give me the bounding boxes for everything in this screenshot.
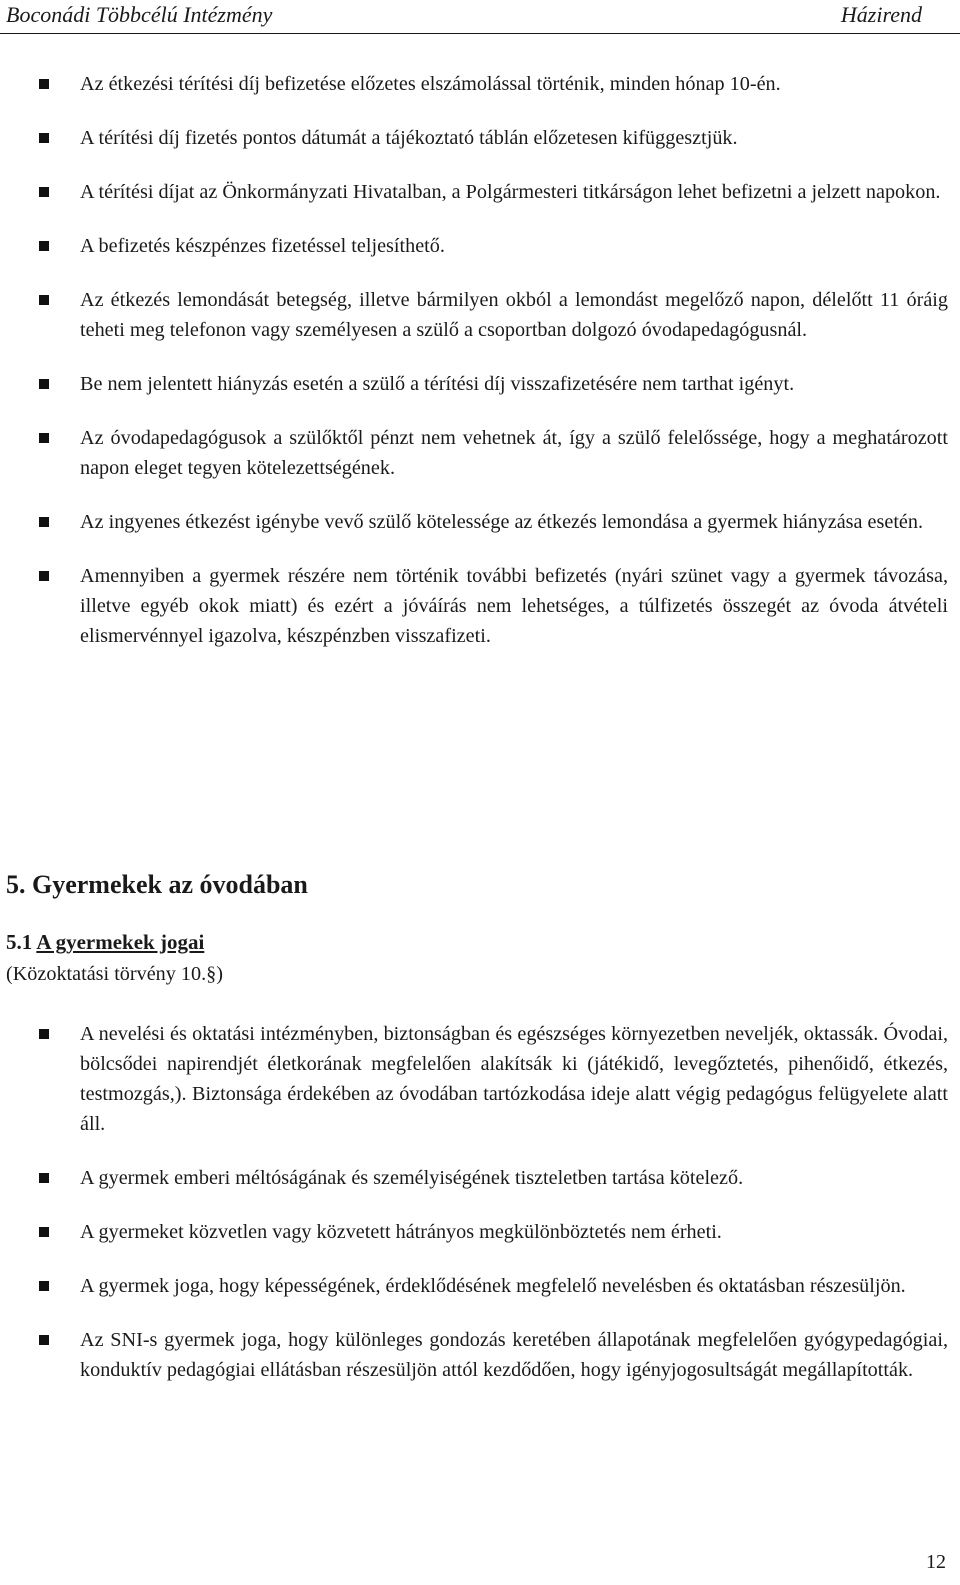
- list-item: [0, 561, 960, 651]
- square-bullet-icon: [39, 241, 49, 251]
- square-bullet-icon: [39, 1029, 49, 1039]
- list-item: [0, 177, 960, 207]
- list-item-text: Be nem jelentett hiányzás esetén a szülő a térítési díj visszafizetésére nem tarthat igényt.: [80, 373, 795, 395]
- list-item-text: A nevelési és oktatási intézményben, biztonságban és egészséges környezetben neveljék, oktassák. Óvodai, bölcsődei napirendjét életkorának megfelelően alakítsák ki (játékidő, levegőztetés, pihenőidő, étkezés, testmozgás,). Biztonsága érdekében az óvodában tartózkodása ideje alatt végig pedagógus felügyelete alatt áll.: [80, 1023, 948, 1135]
- list-item-text: Az óvodapedagógusok a szülőktől pénzt nem vehetnek át, így a szülő felelőssége, hogy a meghatározott napon eleget tegyen kötelezettségének.: [80, 427, 948, 479]
- list-item: [0, 507, 960, 537]
- square-bullet-icon: [39, 1281, 49, 1291]
- list-item-text: Az étkezési térítési díj befizetése előzetes elszámolással történik, minden hónap 10-én.: [80, 73, 781, 95]
- square-bullet-icon: [39, 1173, 49, 1183]
- list-item: [0, 369, 960, 399]
- list-item-text: Amennyiben a gyermek részére nem történik további befizetés (nyári szünet vagy a gyermek távozása, illetve egyéb okok miatt) és ezért a jóváírás nem lehetséges, a túlfizetés összegét az óvoda átvételi elismervénnyel igazolva, készpénzben visszafizeti.: [80, 565, 948, 647]
- square-bullet-icon: [39, 1335, 49, 1345]
- square-bullet-icon: [39, 571, 49, 581]
- list-item-text: A térítési díj fizetés pontos dátumát a tájékoztató táblán előzetesen kifüggesztjük.: [80, 127, 738, 149]
- header-document-title: Házirend: [840, 2, 922, 27]
- list-item: [0, 423, 960, 483]
- list-item-text: Az SNI-s gyermek joga, hogy különleges gondozás keretében állapotának megfelelően gyógypedagógiai, konduktív pedagógiai ellátásban részesüljön attól kezdődően, hogy igényjogosultságát megállapították.: [80, 1329, 948, 1381]
- list-item-text: A befizetés készpénzes fizetéssel teljesíthető.: [80, 235, 445, 257]
- square-bullet-icon: [39, 187, 49, 197]
- list-item-text: Az ingyenes étkezést igénybe vevő szülő kötelessége az étkezés lemondása a gyermek hiányzása esetén.: [80, 511, 924, 533]
- list-item-text: Az étkezés lemondását betegség, illetve bármilyen okból a lemondást megelőző napon, délelőtt 11 óráig teheti meg telefonon vagy személyesen a szülő a csoportban dolgozó óvodapedagógusnál.: [80, 289, 948, 341]
- list-item: [0, 1019, 960, 1139]
- list-item: [0, 1271, 960, 1301]
- subsection-heading: [6, 930, 204, 955]
- square-bullet-icon: [39, 379, 49, 389]
- square-bullet-icon: [39, 433, 49, 443]
- list-item: [0, 231, 960, 261]
- header-divider: [0, 33, 960, 34]
- square-bullet-icon: [39, 79, 49, 89]
- children-rights-list: [0, 1019, 960, 1409]
- list-item-text: A térítési díjat az Önkormányzati Hivatalban, a Polgármesteri titkárságon lehet befizetni a jelzett napokon.: [80, 181, 941, 203]
- square-bullet-icon: [39, 295, 49, 305]
- square-bullet-icon: [39, 517, 49, 527]
- list-item: [0, 69, 960, 99]
- square-bullet-icon: [39, 1227, 49, 1237]
- section-heading: 5. Gyermekek az óvodában: [6, 870, 308, 899]
- list-item: [0, 1163, 960, 1193]
- list-item-text: A gyermeket közvetlen vagy közvetett hátrányos megkülönböztetés nem érheti.: [80, 1221, 722, 1243]
- list-item-text: A gyermek emberi méltóságának és személyiségének tiszteletben tartása kötelező.: [80, 1167, 744, 1189]
- list-item: [0, 1217, 960, 1247]
- subsection-number: 5.1: [6, 930, 33, 954]
- law-reference: (Közoktatási törvény 10.§): [6, 963, 223, 985]
- list-item: [0, 123, 960, 153]
- square-bullet-icon: [39, 133, 49, 143]
- header-institution: Boconádi Többcélú Intézmény: [6, 2, 273, 27]
- list-item: [0, 285, 960, 345]
- subsection-title: A gyermekek jogai: [36, 930, 205, 954]
- page-number: 12: [926, 1551, 946, 1573]
- list-item-text: A gyermek joga, hogy képességének, érdeklődésének megfelelő nevelésben és oktatásban részesüljön.: [80, 1275, 906, 1297]
- payment-rules-list: [0, 69, 960, 675]
- list-item: [0, 1325, 960, 1385]
- page-header: [0, 0, 960, 33]
